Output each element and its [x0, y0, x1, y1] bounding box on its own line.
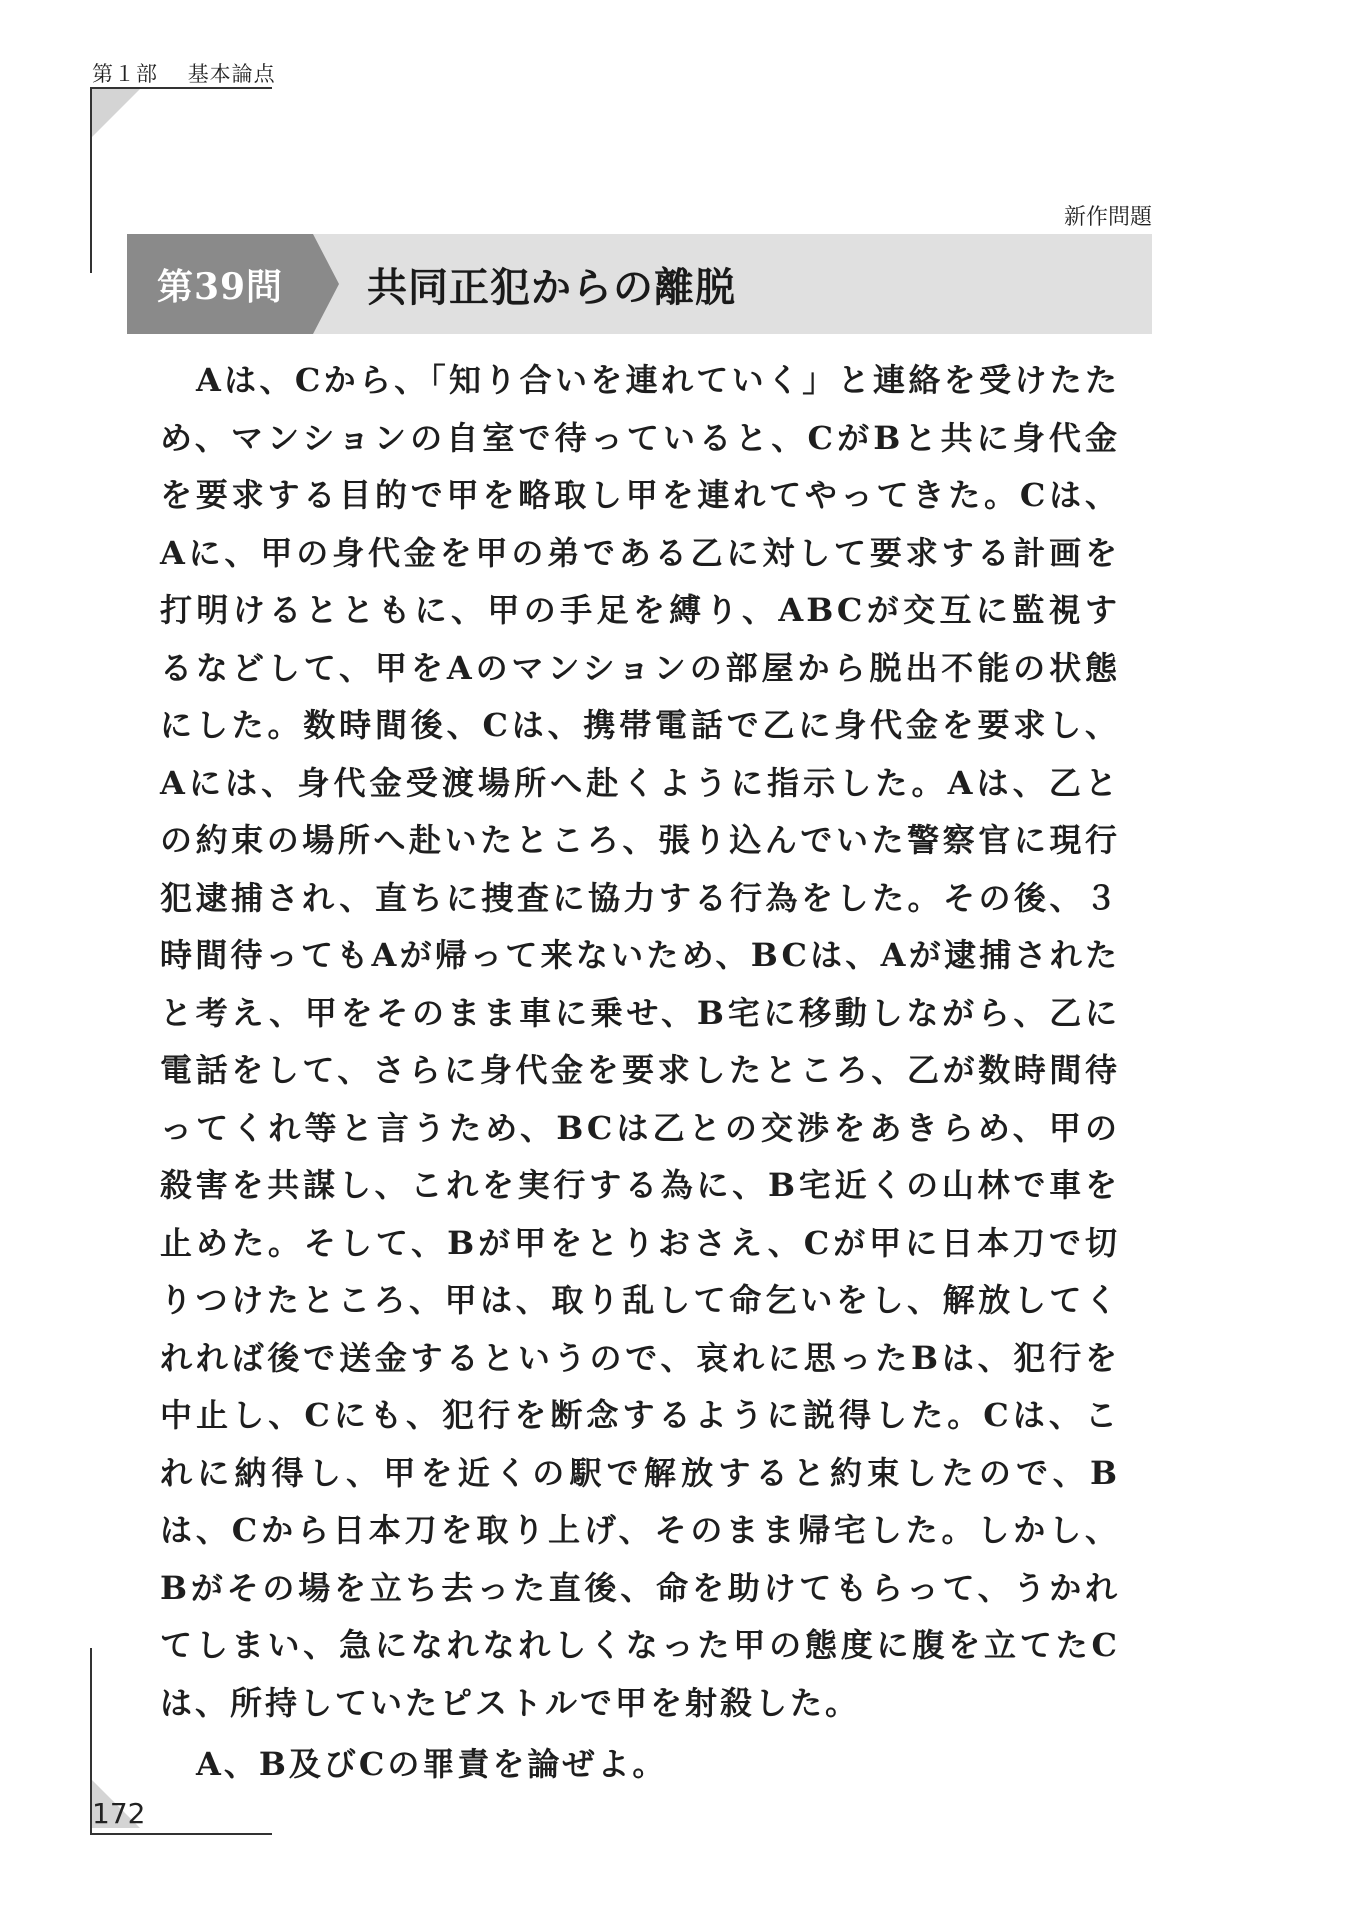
running-head-section: 基本論点 [187, 62, 276, 86]
page-number: 172 [92, 1797, 146, 1830]
running-head [92, 58, 276, 88]
question-paragraph: A、B及びCの罪責を論ぜよ。 [196, 1745, 668, 1783]
corner-top-decoration [92, 89, 140, 137]
problem-number: 第39問 [127, 234, 313, 334]
folio-rule [90, 1833, 272, 1835]
problem-number-arrow [313, 234, 339, 334]
running-head-part: 第１部 [92, 62, 158, 86]
case-paragraph: Aは、Cから、「知り合いを連れていく」と連絡を受けたため、マンションの自室で待っていると、CがBと共に身代金を要求する目的で甲を略取し甲を連れてやってきた。Cは、Aに、甲の身代金を甲の弟である乙に対して要求する計画を打明けるとともに、甲の手足を縛り、ABCが交互に監視するなどして、甲をAのマンションの部屋から脱出不能の状態にした。数時間後、Cは、携帯電話で乙に身代金を要求し、Aには、身代金受渡場所へ赴くように指示した。Aは、乙との約束の場所へ赴いたところ、張り込んでいた警察官に現行犯逮捕され、直ちに捜査に協力する行為をした。その後、３時間待ってもAが帰って来ないため、BCは、Aが逮捕されたと考え、甲をそのまま車に乗せ、B宅に移動しながら、乙に電話をして、さらに身代金を要求したところ、乙が数時間待ってくれ等と言うため、BCは乙との交渉をあきらめ、甲の殺害を共謀し、これを実行する為に、B宅近くの山林で車を止めた。そして、Bが甲をとりおさえ、Cが甲に日本刀で切りつけたところ、甲は、取り乱して命乞いをし、解放してくれれば後で送金するというので、哀れに思ったBは、犯行を中止し、Cにも、犯行を断念するように説得した。Cは、これに納得し、甲を近くの駅で解放すると約束したので、Bは、Cから日本刀を取り上げ、そのまま帰宅した。しかし、Bがその場を立ち去った直後、命を助けてもらって、うかれてしまい、急になれなれしくなった甲の態度に腹を立てたCは、所持していたピストルで甲を射殺した。 [160, 361, 1120, 1722]
title-band [127, 234, 1152, 334]
problem-body [160, 352, 1120, 1794]
new-problem-label: 新作問題 [1063, 205, 1152, 230]
page-title: 共同正犯からの離脱 [367, 264, 736, 311]
